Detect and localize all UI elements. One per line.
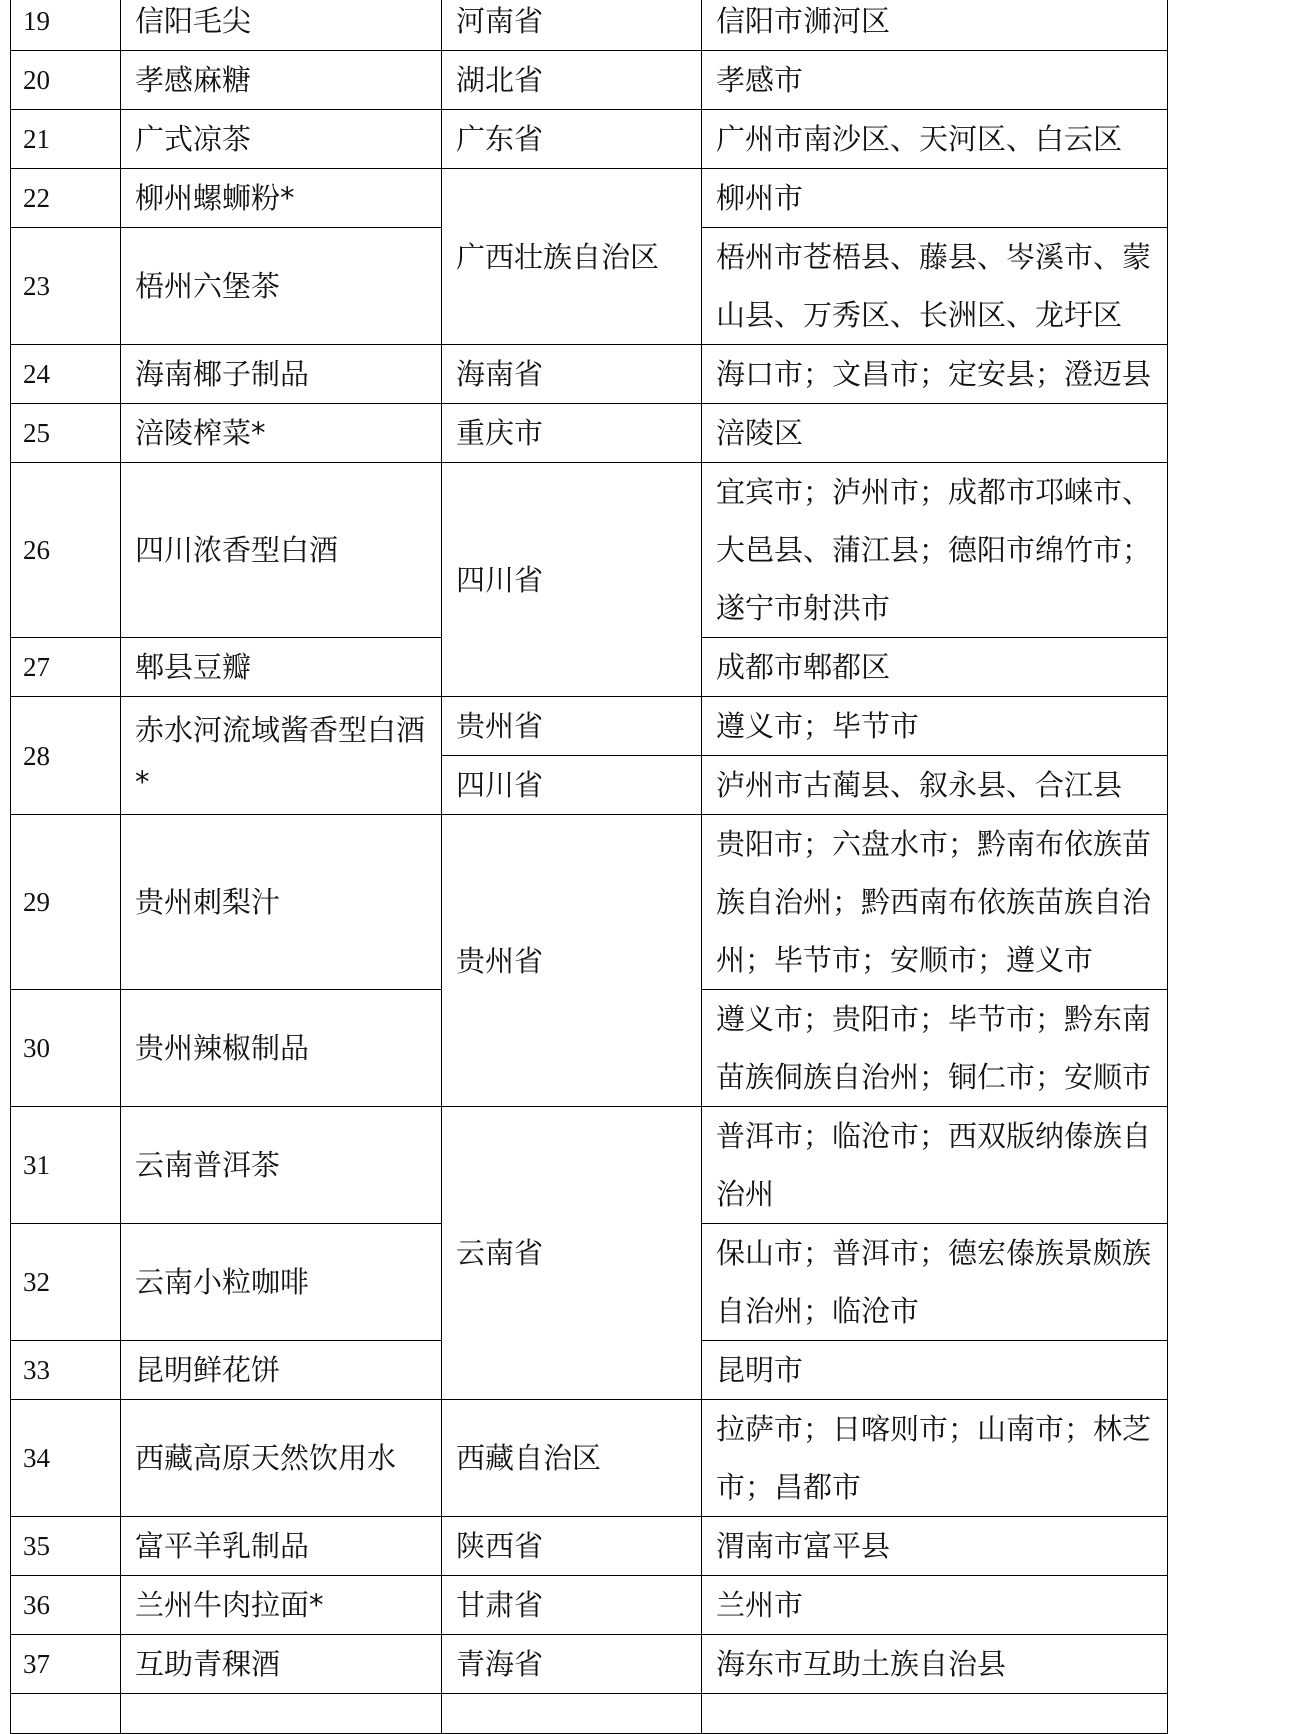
- product-name: 昆明鲜花饼: [121, 1341, 442, 1400]
- row-number: 33: [11, 1341, 121, 1400]
- region: 遵义市；毕节市: [702, 697, 1168, 756]
- table-row: [11, 815, 1168, 990]
- product-name: 海南椰子制品: [121, 345, 442, 404]
- province: 贵州省: [442, 697, 702, 756]
- row-number: 26: [11, 463, 121, 638]
- region: 孝感市: [702, 51, 1168, 110]
- province: 河南省: [442, 0, 702, 51]
- product-name: 云南小粒咖啡: [121, 1224, 442, 1341]
- product-name: 信阳毛尖: [121, 0, 442, 51]
- product-name: 广式凉茶: [121, 110, 442, 169]
- product-name: 孝感麻糖: [121, 51, 442, 110]
- table-row: [11, 110, 1168, 169]
- province: 陕西省: [442, 1517, 702, 1576]
- region: 泸州市古蔺县、叙永县、合江县: [702, 756, 1168, 815]
- region: 保山市；普洱市；德宏傣族景颇族自治州；临沧市: [702, 1224, 1168, 1341]
- province: 湖北省: [442, 51, 702, 110]
- row-number: 37: [11, 1635, 121, 1694]
- province: 四川省: [442, 463, 702, 697]
- region: 柳州市: [702, 169, 1168, 228]
- table-row: [11, 463, 1168, 638]
- product-name: 贵州辣椒制品: [121, 990, 442, 1107]
- region: 昆明市: [702, 1341, 1168, 1400]
- product-name: 贵州刺梨汁: [121, 815, 442, 990]
- table-row: [11, 1400, 1168, 1517]
- row-number: 35: [11, 1517, 121, 1576]
- product-name: 梧州六堡茶: [121, 228, 442, 345]
- product-name: 涪陵榨菜*: [121, 404, 442, 463]
- row-number: 36: [11, 1576, 121, 1635]
- table-row: [11, 697, 1168, 756]
- product-name: 兰州牛肉拉面*: [121, 1576, 442, 1635]
- province: 贵州省: [442, 815, 702, 1107]
- table-row: [11, 1635, 1168, 1694]
- row-number: 23: [11, 228, 121, 345]
- region: 信阳市浉河区: [702, 0, 1168, 51]
- geographical-indication-table: [10, 0, 1168, 1734]
- table-row: [11, 1517, 1168, 1576]
- province: 海南省: [442, 345, 702, 404]
- table-row: [11, 1576, 1168, 1635]
- row-number: 29: [11, 815, 121, 990]
- province: 青海省: [442, 1635, 702, 1694]
- region: 兰州市: [702, 1576, 1168, 1635]
- region: 渭南市富平县: [702, 1517, 1168, 1576]
- row-number: 22: [11, 169, 121, 228]
- product-name: 西藏高原天然饮用水: [121, 1400, 442, 1517]
- region: 遵义市；贵阳市；毕节市；黔东南苗族侗族自治州；铜仁市；安顺市: [702, 990, 1168, 1107]
- row-number: 20: [11, 51, 121, 110]
- row-number: 25: [11, 404, 121, 463]
- product-name: 赤水河流域酱香型白酒*: [121, 697, 442, 815]
- row-number: 30: [11, 990, 121, 1107]
- row-number: 32: [11, 1224, 121, 1341]
- row-number: 27: [11, 638, 121, 697]
- row-number: 34: [11, 1400, 121, 1517]
- region: 拉萨市；日喀则市；山南市；林芝市；昌都市: [702, 1400, 1168, 1517]
- table-row: [11, 404, 1168, 463]
- table-row: [11, 1694, 1168, 1734]
- product-name: 柳州螺蛳粉*: [121, 169, 442, 228]
- table-row: [11, 345, 1168, 404]
- row-number: 21: [11, 110, 121, 169]
- product-name: 郫县豆瓣: [121, 638, 442, 697]
- province: 重庆市: [442, 404, 702, 463]
- province: 西藏自治区: [442, 1400, 702, 1517]
- region: 成都市郫都区: [702, 638, 1168, 697]
- region: 贵阳市；六盘水市；黔南布依族苗族自治州；黔西南布依族苗族自治州；毕节市；安顺市；遵义市: [702, 815, 1168, 990]
- row-number: 19: [11, 0, 121, 51]
- region: 广州市南沙区、天河区、白云区: [702, 110, 1168, 169]
- region: 海东市互助土族自治县: [702, 1635, 1168, 1694]
- product-name: 云南普洱茶: [121, 1107, 442, 1224]
- product-name: 四川浓香型白酒: [121, 463, 442, 638]
- product-name: 富平羊乳制品: [121, 1517, 442, 1576]
- region: 海口市；文昌市；定安县；澄迈县: [702, 345, 1168, 404]
- region: 普洱市；临沧市；西双版纳傣族自治州: [702, 1107, 1168, 1224]
- table-row: [11, 169, 1168, 228]
- region: 涪陵区: [702, 404, 1168, 463]
- table-row: [11, 1107, 1168, 1224]
- row-number: 24: [11, 345, 121, 404]
- province: 广东省: [442, 110, 702, 169]
- table-row: [11, 51, 1168, 110]
- row-number: 31: [11, 1107, 121, 1224]
- region: 宜宾市；泸州市；成都市邛崃市、大邑县、蒲江县；德阳市绵竹市；遂宁市射洪市: [702, 463, 1168, 638]
- province: 云南省: [442, 1107, 702, 1400]
- product-name: 互助青稞酒: [121, 1635, 442, 1694]
- row-number: 28: [11, 697, 121, 815]
- province: 甘肃省: [442, 1576, 702, 1635]
- province: 四川省: [442, 756, 702, 815]
- table-row: [11, 0, 1168, 51]
- province: 广西壮族自治区: [442, 169, 702, 345]
- region: 梧州市苍梧县、藤县、岑溪市、蒙山县、万秀区、长洲区、龙圩区: [702, 228, 1168, 345]
